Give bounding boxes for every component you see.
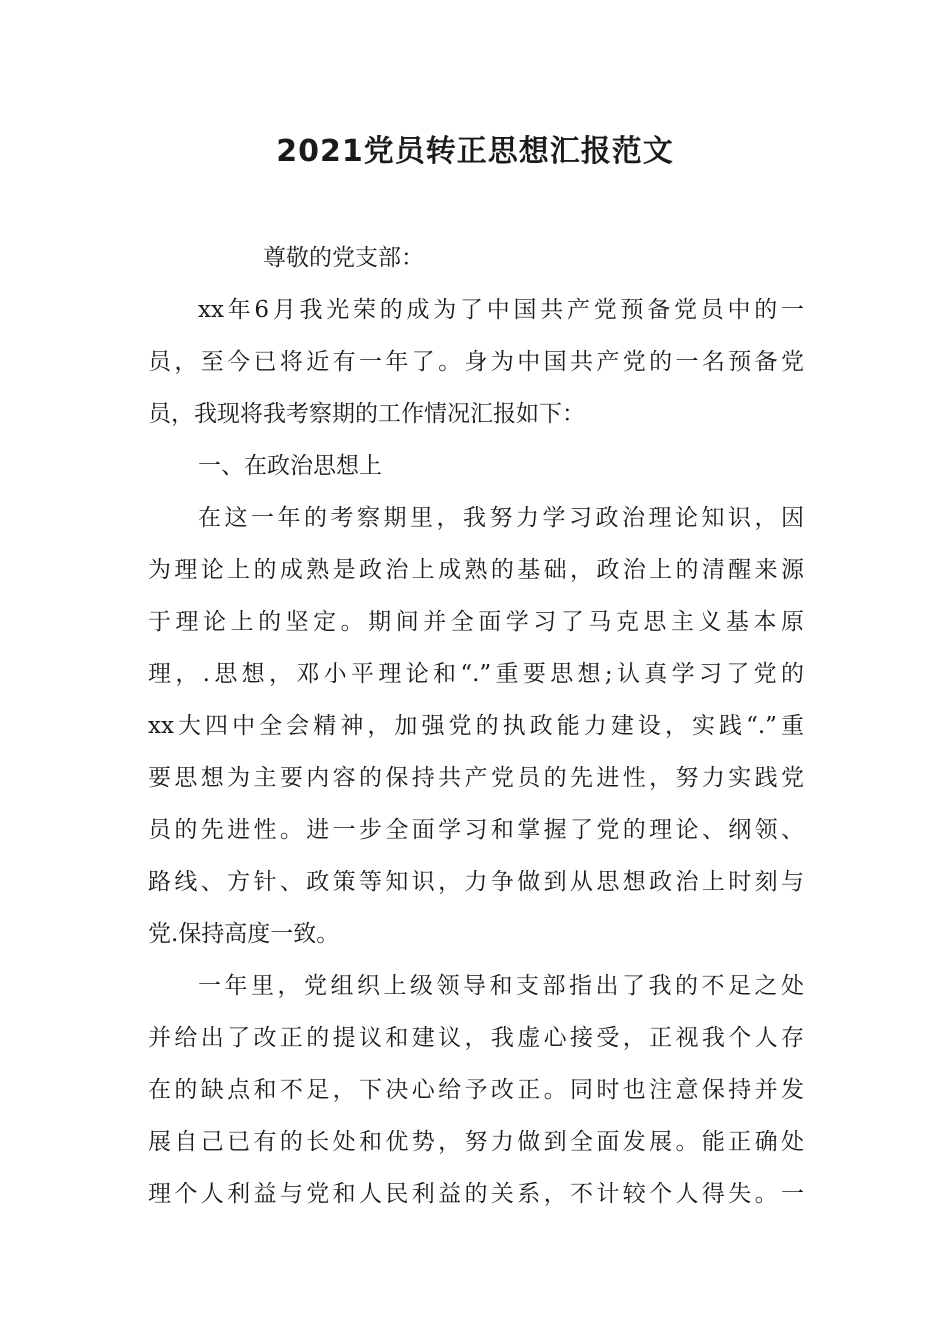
section-heading: 一、在政治思想上 (198, 453, 382, 479)
document-title: 2021党员转正思想汇报范文 (276, 134, 674, 169)
document-body (148, 232, 804, 1220)
paragraph-line: 要思想为主要内容的保持共产党员的先进性，努力实践党 (148, 765, 804, 791)
paragraph-line: 为理论上的成熟是政治上成熟的基础，政治上的清醒来源 (148, 557, 804, 583)
paragraph-line: 党.保持高度一致。 (148, 921, 340, 947)
paragraph-line: xx大四中全会精神，加强党的执政能力建设，实践“.”重 (148, 713, 804, 739)
paragraph-line: 于理论上的坚定。期间并全面学习了马克思主义基本原 (148, 609, 804, 635)
paragraph-line: 一年里，党组织上级领导和支部指出了我的不足之处 (198, 973, 804, 999)
paragraph-line: 路线、方针、政策等知识，力争做到从思想政治上时刻与 (148, 869, 804, 895)
paragraph-line: 理个人利益与党和人民利益的关系，不计较个人得失。一 (148, 1181, 804, 1207)
salutation-line: 尊敬的党支部： (263, 245, 424, 271)
paragraph-line: 并给出了改正的提议和建议，我虚心接受，正视我个人存 (148, 1025, 804, 1051)
paragraph-line: 员，我现将我考察期的工作情况汇报如下： (148, 401, 585, 427)
paragraph-line: 理，.思想，邓小平理论和“.”重要思想;认真学习了党的 (148, 661, 804, 687)
paragraph-line: 在的缺点和不足，下决心给予改正。同时也注意保持并发 (148, 1077, 804, 1103)
paragraph-line: 员的先进性。进一步全面学习和掌握了党的理论、纲领、 (148, 817, 804, 843)
paragraph-line: 员，至今已将近有一年了。身为中国共产党的一名预备党 (148, 349, 804, 375)
paragraph-line: 在这一年的考察期里，我努力学习政治理论知识，因 (198, 505, 804, 531)
paragraph-line: 展自己已有的长处和优势，努力做到全面发展。能正确处 (148, 1129, 804, 1155)
paragraph-line: xx年6月我光荣的成为了中国共产党预备党员中的一 (198, 297, 804, 323)
